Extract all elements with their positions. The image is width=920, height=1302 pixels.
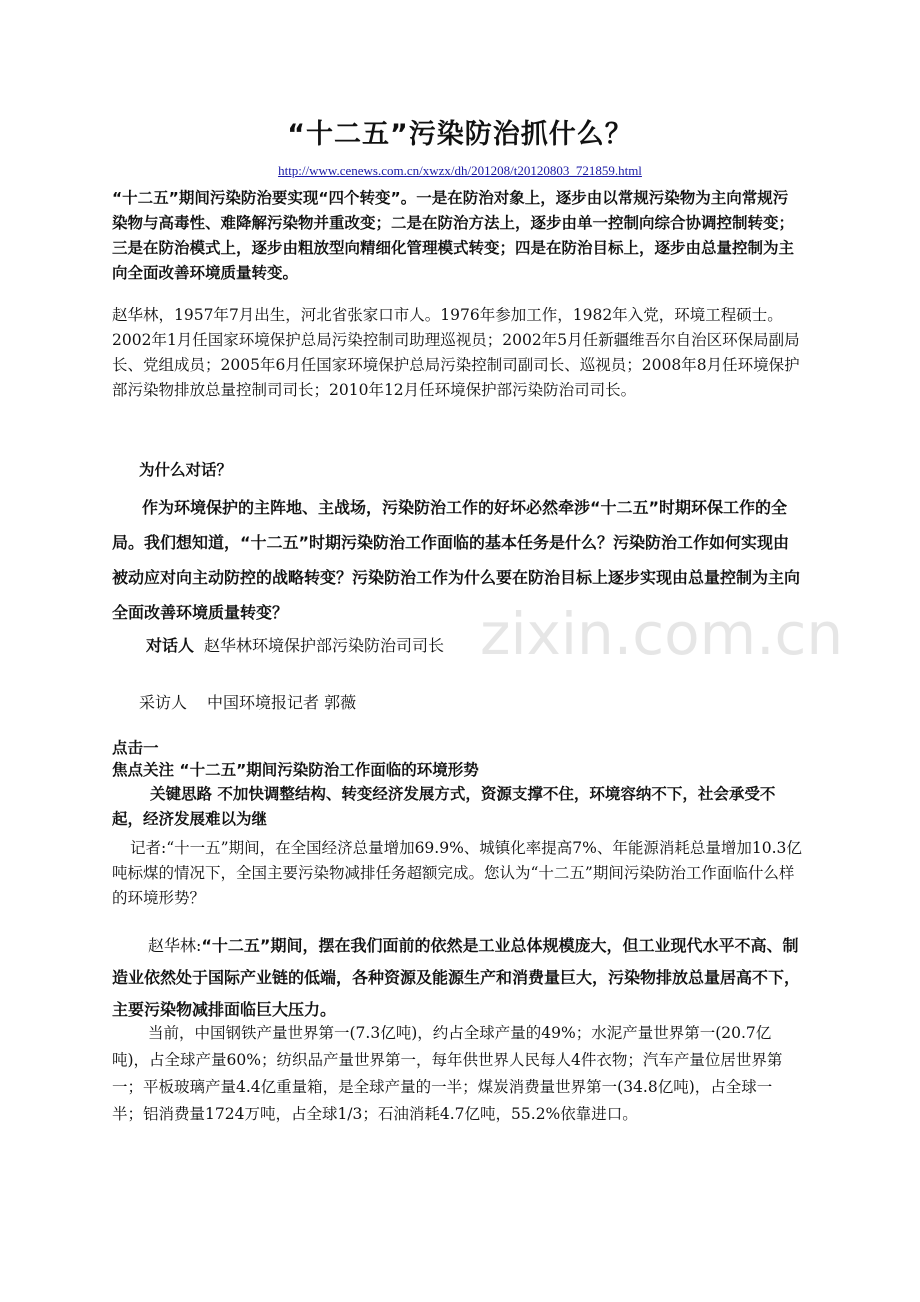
source-url-link[interactable]: http://www.cenews.com.cn/xwzx/dh/201208/t20120803_721859.html xyxy=(278,163,642,178)
why-paragraph: 作为环境保护的主阵地、主战场，污染防治工作的好坏必然牵涉“十二五”时期环保工作的全局。我们想知道，“十二五”时期污染防治工作面临的基本任务是什么？污染防治工作如何实现由被动应对向主动防控的战略转变？污染防治工作为什么要在防治目标上逐步实现由总量控制为主向全面改善环境质量转变？ xyxy=(112,498,801,622)
key-idea: 关键思路 不加快调整结构、转变经济发展方式，资源支撑不住，环境容纳不下，社会承受不起，经济发展难以为继 xyxy=(112,785,776,828)
interviewee-label: 对话人 xyxy=(146,636,195,655)
focus-heading: 焦点关注 “十二五”期间污染防治工作面临的环境形势 xyxy=(112,761,479,779)
interviewer-value: 中国环境报记者 郭薇 xyxy=(207,693,357,712)
section-label: 点击一 xyxy=(112,739,159,757)
interviewee-line xyxy=(146,633,444,656)
summary-paragraph: “十二五”期间污染防治要实现“四个转变”。一是在防治对象上，逐步由以常规污染物为主向常规污染物与高毒性、难降解污染物并重改变；二是在防治方法上，逐步由单一控制向综合协调控制转变；三是在防治模式上，逐步由粗放型向精细化管理模式转变；四是在防治目标上，逐步由总量控制为主向全面改善环境质量转变。 xyxy=(112,189,795,282)
answer-speaker: 赵华林: xyxy=(148,936,202,955)
bio-paragraph: 赵华林，1957年7月出生，河北省张家口市人。1976年参加工作，1982年入党，环境工程硕士。2002年1月任国家环境保护总局污染控制司助理巡视员；2002年5月任新疆维吾尔自治区环保局副局长、党组成员；2005年6月任国家环境保护总局污染控制司副司长、巡视员；2008年8月任环境保护部污染物排放总量控制司司长；2010年12月任环境保护部污染防治司司长。 xyxy=(112,306,800,399)
article-title: “十二五”污染防治抓什么？ xyxy=(287,119,633,150)
watermark: zixin.com.cn xyxy=(480,600,844,668)
statistics-paragraph: 当前，中国钢铁产量世界第一(7.3亿吨)，约占全球产量的49%；水泥产量世界第一(20.7亿吨)，占全球产量60%；纺织品产量世界第一，每年供世界人民每人4件衣物；汽车产量位居世界第一；平板玻璃产量4.4亿重量箱，是全球产量的一半；煤炭消费量世界第一(34.8亿吨)，占全球一半；铝消费量1724万吨，占全球1/3；石油消耗4.7亿吨，55.2%依靠进口。 xyxy=(112,1024,783,1123)
reporter-question: 记者:“十一五”期间，在全国经济总量增加69.9%、城镇化率提高7%、年能源消耗总量增加10.3亿吨标煤的情况下，全国主要污染物减排任务超额完成。您认为“十二五”期间污染防治工作面临什么样的环境形势？ xyxy=(112,839,802,907)
why-heading: 为什么对话？ xyxy=(139,461,233,479)
answer-paragraph xyxy=(112,930,802,1026)
interviewee-value: 赵华林环境保护部污染防治司司长 xyxy=(204,636,445,655)
interviewer-label: 采访人 xyxy=(139,693,188,712)
answer-text: “十二五”期间，摆在我们面前的依然是工业总体规模庞大，但工业现代水平不高、制造业依然处于国际产业链的低端，各种资源及能源生产和消费量巨大，污染物排放总量居高不下，主要污染物减排面临巨大压力。 xyxy=(112,936,801,1019)
interviewer-line xyxy=(139,690,356,713)
